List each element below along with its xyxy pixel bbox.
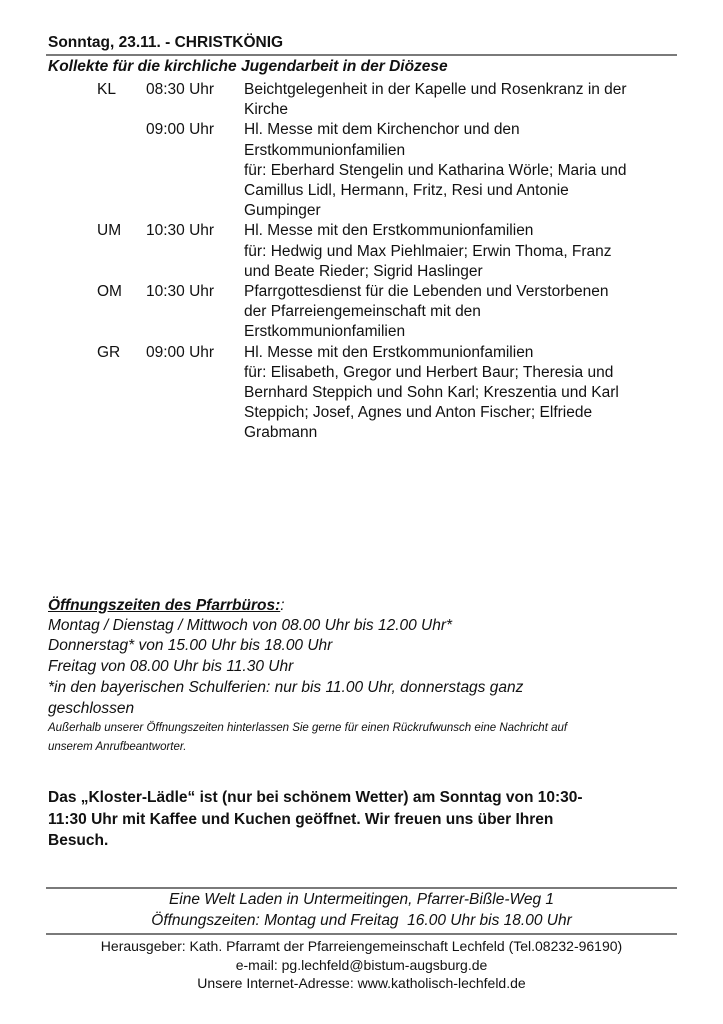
service-description	[244, 80, 684, 120]
kloster-laedle-notice	[48, 787, 583, 852]
service-line: für: Hedwig und Max Piehlmaier; Erwin Thoma, Franz	[244, 242, 612, 260]
eine-welt-laden	[46, 890, 677, 931]
service-line: Hl. Messe mit dem Kirchenchor und den	[244, 121, 520, 139]
service-time: 09:00 Uhr	[146, 121, 215, 139]
service-location: GR	[97, 343, 121, 361]
service-line: Erstkommunionfamilien	[244, 141, 406, 159]
service-time: 08:30 Uhr	[146, 81, 215, 98]
service-line: Kirche	[244, 101, 288, 119]
service-line: für: Eberhard Stengelin und Katharina Wörle; Maria und	[244, 161, 627, 179]
service-line: der Pfarreiengemeinschaft mit den	[244, 303, 481, 321]
service-line: Steppich; Josef, Agnes und Anton Fischer; Elfriede	[244, 404, 593, 422]
service-entry	[48, 282, 688, 343]
office-hours	[48, 596, 688, 757]
service-time: 10:30 Uhr	[146, 283, 215, 301]
kloster-line: 11:30 Uhr mit Kaffee und Kuchen geöffnet. Wir freuen uns über Ihren	[48, 810, 554, 828]
service-time: 10:30 Uhr	[146, 222, 215, 240]
office-hours-title	[48, 596, 688, 616]
service-location: OM	[97, 283, 122, 301]
service-line: Hl. Messe mit den Erstkommunionfamilien	[244, 222, 534, 240]
divider-shop-bottom	[46, 933, 677, 935]
service-description	[244, 343, 684, 444]
divider-top	[46, 54, 677, 56]
service-line: Hl. Messe mit den Erstkommunionfamilien	[244, 343, 534, 361]
office-hours-note: Außerhalb unserer Öffnungszeiten hinterlassen Sie gerne für einen Rückrufwunsch eine Nachricht auf	[48, 721, 568, 734]
service-entry	[48, 343, 688, 444]
service-entry	[48, 80, 688, 120]
publisher-email[interactable]: e-mail: pg.lechfeld@bistum-augsburg.de	[235, 956, 488, 973]
office-hours-footnote: geschlossen	[48, 699, 135, 717]
divider-shop-top	[46, 887, 677, 889]
office-hours-heading-suffix: :	[280, 597, 285, 614]
service-entry	[48, 221, 688, 282]
office-hours-footnote: *in den bayerischen Schulferien: nur bis 11.00 Uhr, donnerstags ganz	[48, 678, 524, 696]
publisher-info	[46, 937, 677, 993]
service-line: für: Elisabeth, Gregor und Herbert Baur; Theresia und	[244, 363, 614, 381]
service-description	[244, 120, 684, 221]
service-description	[244, 221, 684, 282]
office-hours-note: unserem Anrufbeantworter.	[48, 740, 187, 753]
service-line: Bernhard Steppich und Sohn Karl; Kreszentia und Karl	[244, 384, 619, 402]
service-line: Pfarrgottesdienst für die Lebenden und Verstorbenen	[244, 283, 609, 301]
shop-hours: Öffnungszeiten: Montag und Freitag 16.00 Uhr bis 18.00 Uhr	[151, 911, 572, 929]
office-hours-line: Freitag von 08.00 Uhr bis 11.30 Uhr	[48, 657, 294, 675]
service-time: 09:00 Uhr	[146, 343, 215, 361]
collection-note: Kollekte für die kirchliche Jugendarbeit in der Diözese	[48, 58, 448, 75]
publisher-website[interactable]: Unsere Internet-Adresse: www.katholisch-lechfeld.de	[197, 975, 526, 991]
office-hours-line: Donnerstag* von 15.00 Uhr bis 18.00 Uhr	[48, 637, 333, 655]
service-description	[244, 282, 684, 343]
service-line: Erstkommunionfamilien	[244, 323, 406, 341]
service-location: UM	[97, 222, 122, 240]
service-line: und Beate Rieder; Sigrid Haslinger	[244, 262, 483, 280]
service-line: Grabmann	[244, 424, 318, 442]
service-line: Beichtgelegenheit in der Kapelle und Rosenkranz in der	[244, 81, 627, 98]
office-hours-heading: Öffnungszeiten des Pfarrbüros:	[48, 597, 281, 614]
service-line: Gumpinger	[244, 202, 321, 220]
services-list	[48, 80, 688, 444]
office-hours-line: Montag / Dienstag / Mittwoch von 08.00 Uhr bis 12.00 Uhr*	[48, 617, 453, 635]
service-entry	[48, 120, 688, 221]
day-title: Sonntag, 23.11. - CHRISTKÖNIG	[48, 34, 284, 51]
publisher-line: Herausgeber: Kath. Pfarramt der Pfarreiengemeinschaft Lechfeld (Tel.08232-96190)	[100, 938, 623, 954]
service-line: Camillus Lidl, Hermann, Fritz, Resi und Antonie	[244, 182, 569, 200]
service-location: KL	[97, 81, 116, 98]
kloster-line: Besuch.	[48, 832, 109, 849]
kloster-line: Das „Kloster-Lädle“ ist (nur bei schönem Wetter) am Sonntag von 10:30-	[48, 789, 583, 806]
shop-address: Eine Welt Laden in Untermeitingen, Pfarrer-Bißle-Weg 1	[168, 891, 555, 908]
